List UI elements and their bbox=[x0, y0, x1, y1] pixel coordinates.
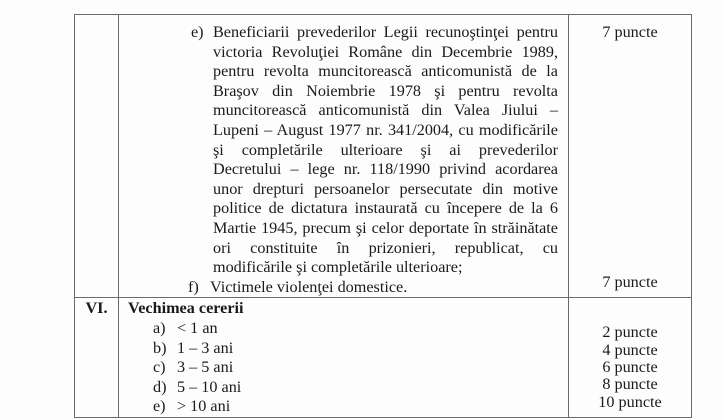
points-cell bbox=[569, 298, 692, 418]
points-value: 4 puncte bbox=[602, 340, 658, 359]
points-item-e: 7 puncte bbox=[602, 23, 658, 41]
item-text: 1 – 3 ani bbox=[177, 338, 234, 357]
item-marker: e) bbox=[191, 23, 204, 41]
item-text: Victimele violenţei domestice. bbox=[210, 277, 408, 296]
points-value: 6 puncte bbox=[602, 358, 658, 377]
points-value: 8 puncte bbox=[602, 375, 658, 394]
criteria-text-cell bbox=[119, 15, 569, 298]
points-list bbox=[569, 298, 691, 411]
criteria-item-e bbox=[119, 23, 560, 278]
item-marker: c) bbox=[153, 358, 166, 377]
section-title: Vechimea cererii bbox=[128, 299, 244, 318]
item-text: > 10 ani bbox=[177, 397, 231, 416]
item-text: 5 – 10 ani bbox=[177, 377, 242, 396]
points-item-f: 7 puncte bbox=[602, 272, 658, 291]
item-marker: d) bbox=[153, 377, 167, 396]
list-item bbox=[119, 378, 560, 398]
item-marker: a) bbox=[153, 318, 166, 337]
criteria-text-cell bbox=[119, 298, 569, 418]
points-value: 2 puncte bbox=[602, 323, 658, 342]
criteria-item-f bbox=[119, 278, 560, 298]
item-marker: e) bbox=[153, 397, 166, 416]
list-item bbox=[119, 339, 560, 359]
points-value: 10 puncte bbox=[598, 392, 662, 411]
list-item bbox=[119, 358, 560, 378]
item-text: 3 – 5 ani bbox=[177, 358, 234, 377]
table-row-section-vi bbox=[75, 298, 692, 418]
table-row-continuation bbox=[75, 15, 692, 298]
list-item bbox=[119, 397, 560, 417]
item-text: Beneficiarii prevederilor Legii recunoştinţei pentru victoria Revoluţiei Române din Decembrie 1989, pentru revolta muncitorească anticomunistă de la Braşov din Noiembrie 1978 şi pentru revolta muncitorească anticomunistă din Valea Jiului – Lupeni – August 1977 nr. 341/2004, cu modificările şi completările ulterioare şi ai prevederilor Decretului – lege nr. 118/1990 privind acordarea unor drepturi persoanelor persecutate din motive politice de dictatura instaurată cu începere de la 6 Martie 1945, precum şi celor deportate în străinătate ori constituite în prizonieri, republicat, cu modificările şi completările ulterioare; bbox=[213, 23, 558, 277]
item-marker: b) bbox=[153, 338, 167, 357]
item-marker: f) bbox=[188, 277, 199, 296]
list-item bbox=[119, 319, 560, 339]
scoring-criteria-table bbox=[74, 14, 692, 418]
row-number-cell bbox=[75, 15, 119, 298]
section-number: VI. bbox=[75, 298, 119, 418]
points-cell bbox=[569, 15, 692, 298]
item-text: < 1 an bbox=[177, 318, 218, 337]
request-age-list bbox=[119, 319, 560, 417]
